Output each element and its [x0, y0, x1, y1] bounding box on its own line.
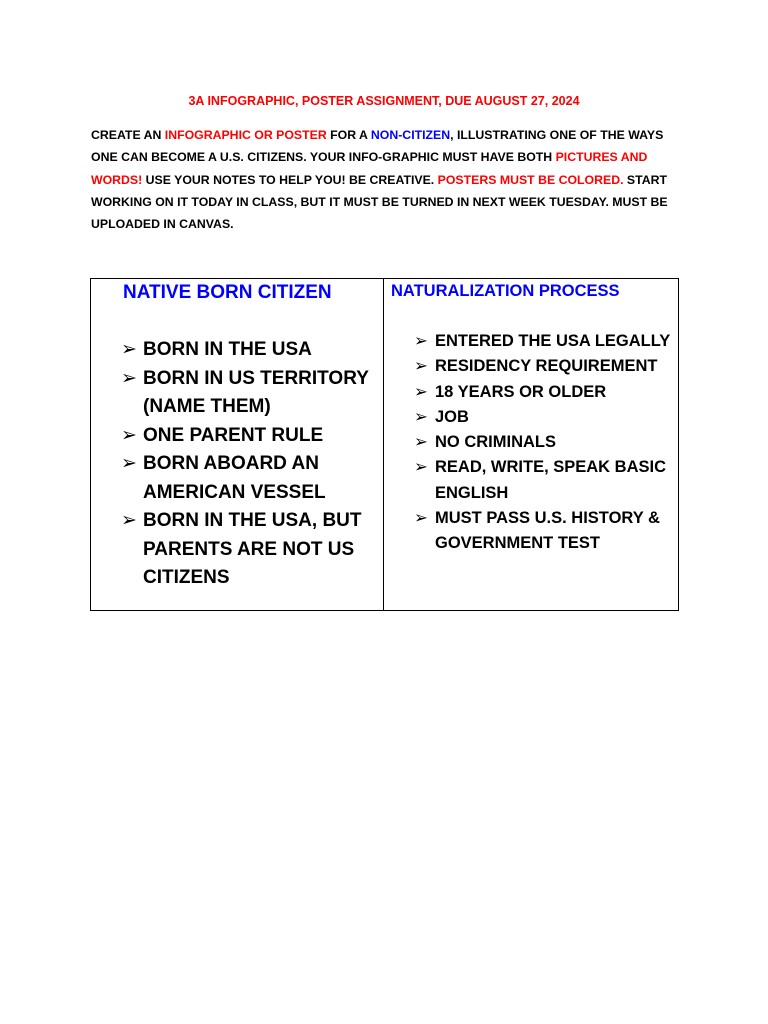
list-item — [121, 365, 376, 422]
native-born-column — [91, 279, 384, 610]
list-item-text: NO CRIMINALS — [435, 433, 556, 452]
instructions-text: USE YOUR NOTES TO HELP YOU! BE CREATIVE. — [142, 172, 438, 187]
instructions-text: , ILLUSTRATING ONE OF THE WAYS ONE CAN BECOME A U.S. CITIZENS. YOUR INFO-GRAPHIC MUST HAVE BOTH — [91, 128, 664, 165]
list-item-text: BORN ABOARD AN AMERICAN VESSEL — [143, 453, 326, 503]
native-born-title: NATIVE BORN CITIZEN — [123, 282, 332, 303]
list-item-text: RESIDENCY REQUIREMENT — [435, 357, 658, 376]
arrow-bullet-icon: ➢ — [414, 382, 428, 401]
instructions-text: START WORKING ON IT TODAY IN CLASS, BUT IT MUST BE TURNED IN NEXT WEEK TUESDAY. MUST BE UPLOADED IN CANVAS. — [91, 172, 668, 232]
naturalization-list — [414, 329, 674, 557]
instructions-text: FOR A — [326, 128, 371, 142]
list-item — [121, 422, 376, 451]
list-item — [414, 506, 674, 557]
list-item — [121, 450, 376, 507]
list-item-text: BORN IN US TERRITORY (NAME THEM) — [143, 367, 369, 417]
list-item-text: JOB — [435, 407, 469, 426]
assignment-instructions — [91, 124, 691, 235]
instructions-text: CREATE AN — [91, 128, 165, 142]
arrow-bullet-icon: ➢ — [121, 367, 137, 389]
list-item — [414, 354, 674, 379]
list-item — [414, 329, 674, 354]
arrow-bullet-icon: ➢ — [121, 424, 137, 446]
arrow-bullet-icon: ➢ — [414, 332, 428, 350]
instructions-highlight-infographic: INFOGRAPHIC OR POSTER — [164, 128, 327, 142]
naturalization-title: NATURALIZATION PROCESS — [391, 282, 620, 300]
assignment-title: 3A INFOGRAPHIC, POSTER ASSIGNMENT, DUE AUGUST 27, 2024 — [188, 94, 580, 108]
naturalization-column — [384, 279, 678, 610]
list-item — [121, 507, 376, 593]
list-item-text: ENTERED THE USA LEGALLY — [435, 332, 671, 350]
arrow-bullet-icon: ➢ — [121, 510, 137, 531]
arrow-bullet-icon: ➢ — [121, 339, 137, 360]
list-item — [414, 455, 674, 506]
list-item — [414, 405, 674, 430]
list-item — [121, 336, 376, 365]
arrow-bullet-icon: ➢ — [414, 357, 428, 376]
arrow-bullet-icon: ➢ — [414, 407, 428, 426]
arrow-bullet-icon: ➢ — [414, 433, 428, 452]
instructions-highlight-colored: POSTERS MUST BE COLORED. — [437, 172, 624, 187]
list-item — [414, 380, 674, 405]
list-item-text: 18 YEARS OR OLDER — [435, 382, 607, 401]
instructions-highlight-non-citizen: NON-CITIZEN — [370, 128, 451, 142]
list-item-text: BORN IN THE USA — [143, 339, 312, 360]
arrow-bullet-icon: ➢ — [414, 458, 428, 477]
native-born-list — [121, 336, 376, 593]
list-item-text: READ, WRITE, SPEAK BASIC ENGLISH — [435, 458, 667, 502]
citizenship-table — [90, 278, 679, 611]
instructions-highlight-pictures-words: PICTURES AND WORDS! — [91, 150, 648, 187]
list-item — [414, 430, 674, 455]
list-item-text: MUST PASS U.S. HISTORY & GOVERNMENT TEST — [435, 509, 660, 553]
list-item-text: BORN IN THE USA, BUT PARENTS ARE NOT US CITIZENS — [143, 510, 362, 588]
arrow-bullet-icon: ➢ — [414, 509, 428, 528]
list-item-text: ONE PARENT RULE — [143, 424, 324, 446]
arrow-bullet-icon: ➢ — [121, 453, 137, 474]
